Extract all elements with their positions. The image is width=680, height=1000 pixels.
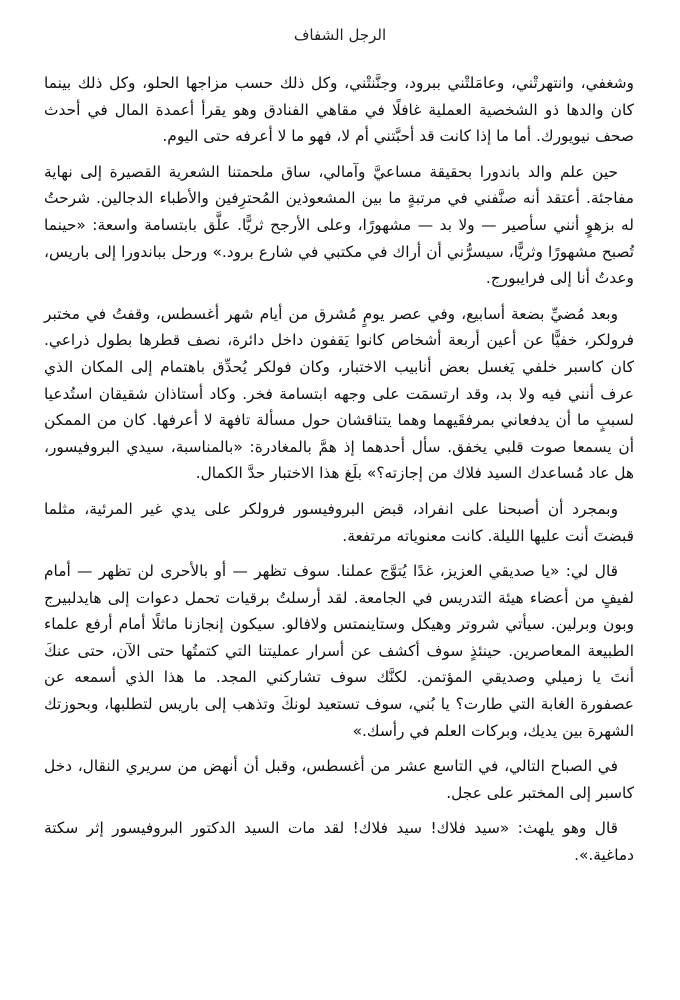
paragraph-1: وشغفي، وانتهرتْني، وعامَلتْني ببرود، وجنَّنتْني، وكل ذلك حسب مزاجها الحلو، وكل ذلك بينما كان والدها ذو الشخصية العملية غافلًا في مقاهي الفنادق وهو يقرأ أعمدة المال في أحدث صحف نيويورك. أما ما إذا كانت قد أحبَّتني أم لا، فهو ما لا أعرفه حتى اليوم. xyxy=(44,74,634,146)
paragraph-3: وبعد مُضيِّ بضعة أسابيع، وفي عصر يومٍ مُشرق من أيام شهر أغسطس، وقفتُ في مختبر فرولكر، خفيًّا عن أعين أربعة أشخاص كانوا يَقفون داخل دائرة، نصف قطرها بطول ذراعي. كان كاسبر خلفي يَغسل بعض أنابيب الاختبار، وكان فولكر يُحدِّق باهتمام إلى المكان الذي عرف أنني فيه ولا بد، وقد ارتسمَت على وجهه ابتسامة فخر. وكاد أستاذان شقيقان استُدعيا لسببٍ ما أن يدفعاني بمرفقَيهما وهما يتناقشان حول مسألة تافهة لا أعرفها. كان من الممكن أن يسمعا صوت قلبي يخفق. سأل أحدهما إذ همَّ بالمغادرة: «بالمناسبة، سيدي البروفيسور، هل عاد مُساعدك السيد فلاك من إجازته؟» بلَغ هذا الاختبار حدَّ الكمال. xyxy=(44,304,634,483)
paragraph-2: حين علم والد باندورا بحقيقة مساعيَّ وآمالي، ساق ملحمتنا الشعرية القصيرة إلى نهاية مفاجئة. أعتقد أنه صنَّفني في مرتبةٍ ما بين المشعوذين المُحترِفين والأطباء الدجالين. شرحتُ له بزهوٍ أنني سأصير — ولا بد — مشهورًا، وعلى الأرجح ثريًّا. علَّق بابتسامة واسعة: «حينما تُصبح مشهورًا وثريًّا، سيسرُّني أن أراك في مكتبي في شارع برود.» ورحل بباندورا إلى باريس، وعدتُ أنا إلى فرايبورج. xyxy=(44,162,634,288)
paragraph-7: قال وهو يلهث: «سيد فلاك! سيد فلاك! لقد مات السيد الدكتور البروفيسور إثر سكتة دماغية.». xyxy=(44,819,634,865)
paragraph-5: قال لي: «يا صديقي العزيز، غدًا يُتوَّج عملنا. سوف تظهر — أو بالأحرى لن تظهر — أمام لفيفٍ من أعضاء هيئة التدريس في الجامعة. لقد أرسلتُ برقيات تحمل دعوات إلى هايدلبيرج وبون وبرلين. سيأتي شروتر وهيكل وستاينمتس ولافالو. سيكون إنجازنا ماثلًا أمام أرفع علماء الطبيعة المعاصرين. حينئذٍ سوف أكشف عن أسرار عمليتنا التي كتمتُها حتى الآن، حتى عنكَ أنتَ يا زميلي وصديقي المؤتمن. لكنَّك سوف تشاركني المجد. ما هذا الذي أسمعه عن عصفورة الغابة التي طارت؟ يا بُني، سوف تستعيد لونكَ وتذهب إلى باريس لتطلبها، وبحوزتك الشهرة بين يديك، وبركات العلم في رأسك.» xyxy=(44,562,634,740)
page-header-title: الرجل الشفاف xyxy=(293,26,387,44)
paragraph-6: في الصباح التالي، في التاسع عشر من أغسطس، وقبل أن أنهض من سريري النقال، دخل كاسبر إلى المختبر على عجل. xyxy=(44,757,634,802)
paragraph-4: وبمجرد أن أصبحنا على انفراد، قبض البروفيسور فرولكر على يدي غير المرئية، مثلما قبضتَ أنت عليها الليلة. كانت معنوياته مرتفعة. xyxy=(44,499,634,545)
body-text xyxy=(44,70,634,878)
